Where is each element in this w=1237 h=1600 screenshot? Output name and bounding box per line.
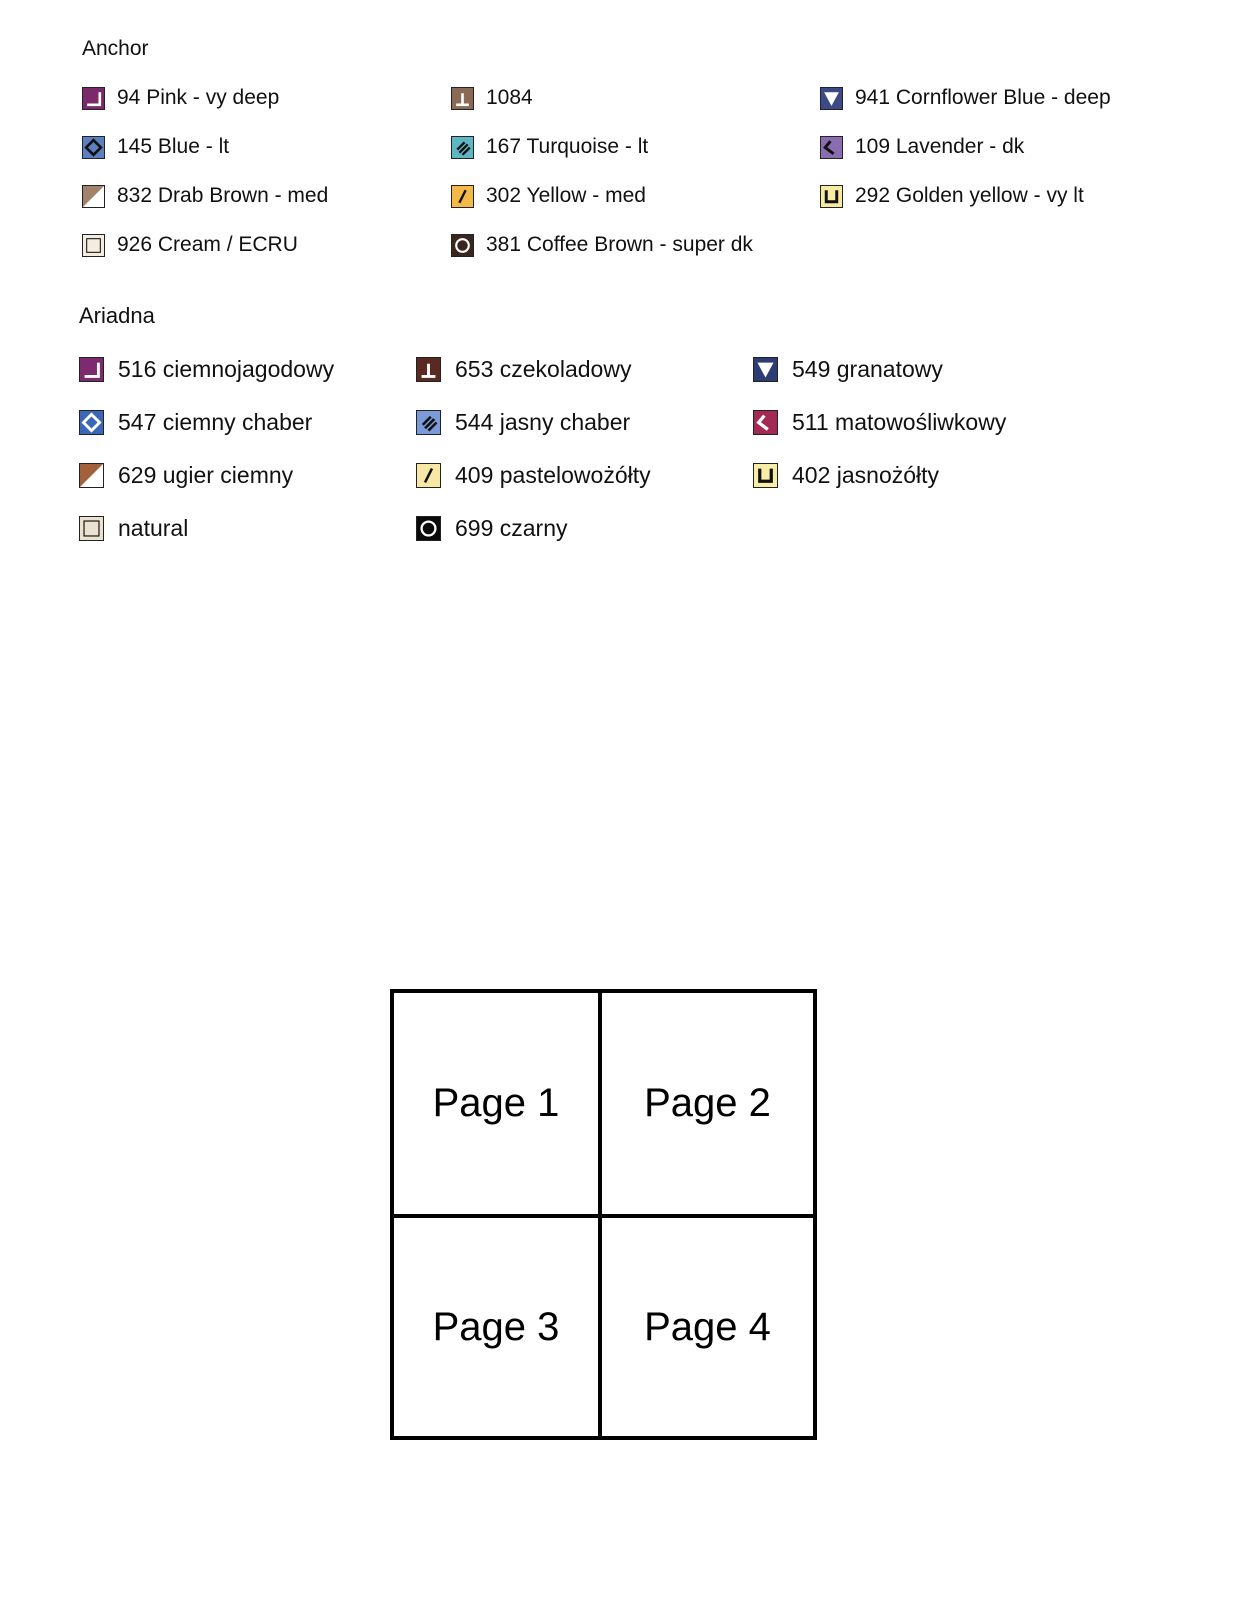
legend-item <box>451 135 648 159</box>
legend-label: 109 Lavender - dk <box>855 135 1025 158</box>
legend-label: natural <box>118 515 189 541</box>
stripes-icon <box>416 410 441 435</box>
circle-icon <box>451 234 474 257</box>
chevron-icon <box>753 410 778 435</box>
legend-label: 145 Blue - lt <box>117 135 230 158</box>
legend-label: 516 ciemnojagodowy <box>118 356 335 382</box>
diamond-icon <box>82 136 105 159</box>
down-triangle-icon <box>820 87 843 110</box>
t-bar-icon <box>451 87 474 110</box>
legend-item <box>820 135 1024 159</box>
corner-icon <box>82 87 105 110</box>
legend-label: 544 jasny chaber <box>455 409 631 435</box>
stripes-icon <box>451 136 474 159</box>
legend-label: 629 ugier ciemny <box>118 462 294 488</box>
legend-label: 1084 <box>486 86 533 109</box>
legend-label: 549 granatowy <box>792 356 943 382</box>
ariadna-section-title: Ariadna <box>79 303 155 328</box>
page-cell-1: Page 1 <box>394 993 602 1218</box>
legend-label: 699 czarny <box>455 515 568 541</box>
page-layout-grid <box>390 989 817 1440</box>
legend-item <box>79 356 334 383</box>
legend-label: 547 ciemny chaber <box>118 409 313 435</box>
legend-item <box>416 409 630 436</box>
square-icon <box>82 234 105 257</box>
legend-item <box>753 409 1006 436</box>
t-bar-icon <box>416 357 441 382</box>
legend-label: 402 jasnożółty <box>792 462 940 488</box>
legend-label: 653 czekoladowy <box>455 356 632 382</box>
legend-item <box>416 515 568 542</box>
page-cell-2: Page 2 <box>602 993 813 1218</box>
u-shape-icon <box>820 185 843 208</box>
u-shape-icon <box>753 463 778 488</box>
legend-label: 381 Coffee Brown - super dk <box>486 233 753 256</box>
legend-item <box>753 356 943 383</box>
half-triangle-icon <box>82 185 105 208</box>
chevron-icon <box>820 136 843 159</box>
legend-item <box>416 356 631 383</box>
diamond-icon <box>79 410 104 435</box>
slash-icon <box>416 463 441 488</box>
legend-label: 941 Cornflower Blue - deep <box>855 86 1111 109</box>
page-cell-3: Page 3 <box>394 1218 602 1436</box>
slash-icon <box>451 185 474 208</box>
legend-label: 94 Pink - vy deep <box>117 86 280 109</box>
legend-label: 302 Yellow - med <box>486 184 646 207</box>
square-icon <box>79 516 104 541</box>
legend-item <box>451 233 753 257</box>
legend-item <box>79 409 312 436</box>
legend-item <box>416 462 651 489</box>
legend-item <box>820 184 1084 208</box>
anchor-section-title: Anchor <box>82 37 149 60</box>
legend-item <box>82 86 279 110</box>
legend-item <box>82 135 229 159</box>
half-triangle-icon <box>79 463 104 488</box>
legend-item <box>82 233 298 257</box>
legend-label: 832 Drab Brown - med <box>117 184 329 207</box>
page-cell-4: Page 4 <box>644 1304 771 1349</box>
legend-item <box>79 515 188 542</box>
legend-item <box>451 86 533 110</box>
legend-item <box>820 86 1111 110</box>
circle-icon <box>416 516 441 541</box>
legend-item <box>451 184 646 208</box>
down-triangle-icon <box>753 357 778 382</box>
legend-label: 926 Cream / ECRU <box>117 233 298 256</box>
legend-label: 167 Turquoise - lt <box>486 135 649 158</box>
legend-item <box>82 184 328 208</box>
legend-item <box>79 462 293 489</box>
legend-label: 511 matowośliwkowy <box>792 409 1007 435</box>
legend-label: 409 pastelowożółty <box>455 462 651 488</box>
corner-icon <box>79 357 104 382</box>
legend-item <box>753 462 939 489</box>
legend-label: 292 Golden yellow - vy lt <box>855 184 1084 207</box>
